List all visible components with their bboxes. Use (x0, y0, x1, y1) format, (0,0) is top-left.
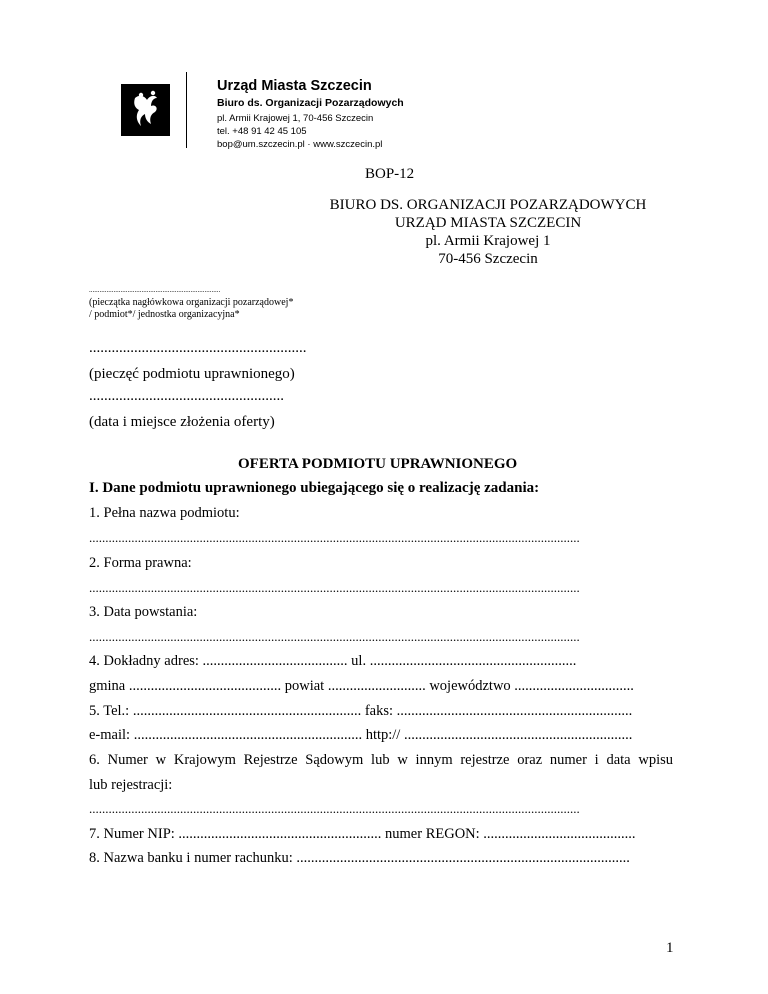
date-dots: .................................................... (89, 388, 284, 404)
form-title: OFERTA PODMIOTU UPRAWNIONEGO (238, 456, 518, 472)
field-email-http[interactable]: e-mail: ............................................................... http:// ............................................................... (89, 727, 633, 743)
field-registry-label-1: 6. Numer w Krajowym Rejestrze Sądowym lub w innym rejestrze oraz numer i data wpisu (89, 752, 673, 768)
field-bank-account[interactable]: 8. Nazwa banku i numer rachunku: ............................................................................................ (89, 850, 630, 866)
recipient-line4: 70-456 Szczecin (438, 251, 538, 267)
field-registry-line[interactable]: ....................................................................................................................................................... (89, 801, 580, 816)
dept-name: Biuro ds. Organizacji Pozarządowych (217, 97, 404, 109)
city-logo (121, 84, 170, 136)
header-divider (186, 72, 187, 148)
field-founding-date-line[interactable]: ....................................................................................................................................................... (89, 629, 580, 644)
field-address[interactable]: 4. Dokładny adres: ........................................ ul. ......................................................... (89, 653, 577, 669)
field-founding-date-label: 3. Data powstania: (89, 604, 198, 620)
field-phone-fax[interactable]: 5. Tel.: ............................................................... faks: ................................................................. (89, 703, 633, 719)
recipient-line1: BIURO DS. ORGANIZACJI POZARZĄDOWYCH (329, 197, 647, 213)
griffin-icon (121, 84, 170, 136)
recipient-block (288, 196, 688, 268)
field-legal-form-line[interactable]: ....................................................................................................................................................... (89, 580, 580, 595)
doc-code: BOP-12 (365, 166, 415, 182)
seal-caption: (pieczęć podmiotu uprawnionego) (89, 366, 295, 382)
field-nip-regon[interactable]: 7. Numer NIP: ........................................................ numer REGON: .......................................... (89, 826, 636, 842)
field-legal-form-label: 2. Forma prawna: (89, 555, 192, 571)
page-number: 1 (666, 940, 674, 956)
recipient-line2: URZĄD MIASTA SZCZECIN (394, 215, 582, 231)
recipient-line3: pl. Armii Krajowej 1 (425, 233, 551, 249)
org-name: Urząd Miasta Szczecin (217, 78, 372, 94)
stamp-caption-1: (pieczątka nagłówkowa organizacji pozarządowej* (89, 297, 294, 308)
org-contact: bop@um.szczecin.pl · www.szczecin.pl (217, 139, 383, 150)
stamp-dots: ........................................................................... (89, 286, 221, 294)
field-full-name-label: 1. Pełna nazwa podmiotu: (89, 505, 240, 521)
field-registry-label-2: lub rejestracji: (89, 777, 173, 793)
org-address: pl. Armii Krajowej 1, 70-456 Szczecin (217, 113, 374, 124)
stamp-caption-2: / podmiot*/ jednostka organizacyjna* (89, 309, 240, 320)
seal-dots: .......................................................... (89, 340, 307, 356)
field-municipality[interactable]: gmina .......................................... powiat ........................... województwo ................................. (89, 678, 634, 694)
date-caption: (data i miejsce złożenia oferty) (89, 414, 275, 430)
section-heading: I. Dane podmiotu uprawnionego ubiegającego się o realizację zadania: (89, 480, 540, 496)
org-phone: tel. +48 91 42 45 105 (217, 126, 307, 137)
field-full-name-line[interactable]: ....................................................................................................................................................... (89, 530, 580, 545)
